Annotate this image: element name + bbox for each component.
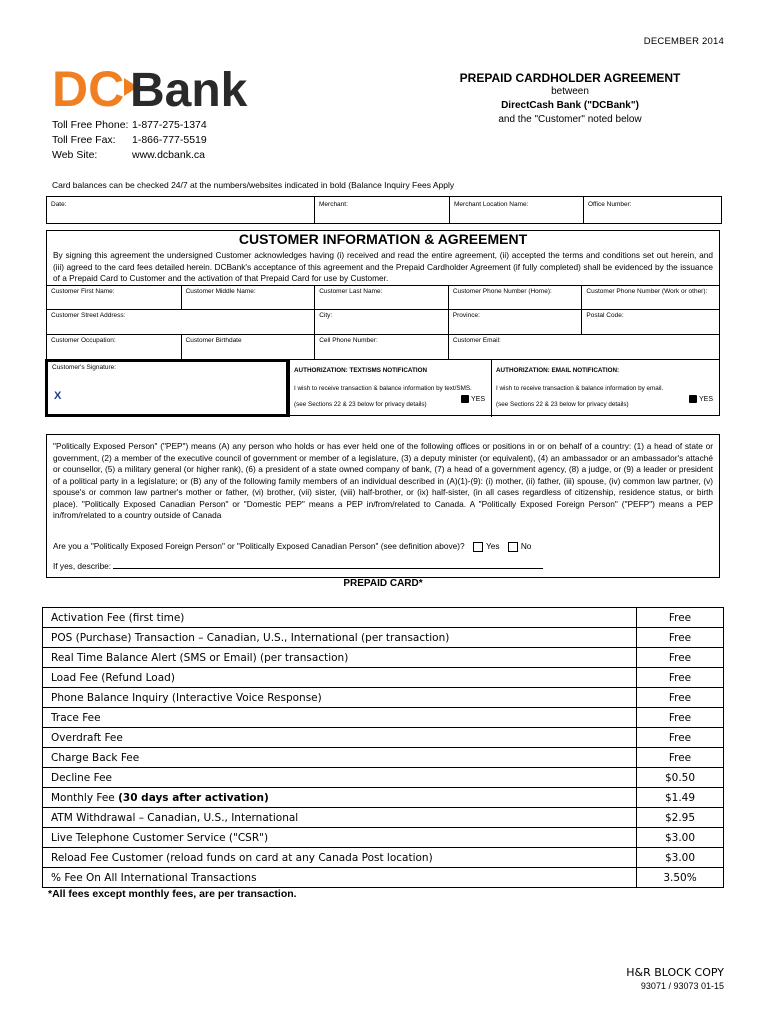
postal-code-field[interactable]: Postal Code: bbox=[586, 312, 624, 319]
fee-value: $0.50 bbox=[637, 768, 724, 788]
prepaid-card-title: PREPAID CARD* bbox=[343, 578, 423, 589]
checkbox-icon bbox=[689, 395, 697, 403]
copy-label: H&R BLOCK COPY bbox=[626, 966, 724, 979]
occupation-field[interactable]: Customer Occupation: bbox=[47, 335, 182, 360]
pep-no-label: No bbox=[520, 541, 532, 551]
name-row bbox=[47, 285, 719, 310]
fee-value: 3.50% bbox=[637, 868, 724, 888]
office-number-field[interactable]: Office Number: bbox=[588, 201, 632, 208]
fee-name: ATM Withdrawal – Canadian, U.S., International bbox=[43, 808, 637, 828]
fees-note: *All fees except monthly fees, are per transaction. bbox=[48, 888, 297, 900]
fee-name: Overdraft Fee bbox=[43, 728, 637, 748]
pep-yes-label: Yes bbox=[485, 541, 500, 551]
fee-value: Free bbox=[637, 608, 724, 628]
signature-label: Customer's Signature: bbox=[52, 364, 117, 371]
form-code: 93071 / 93073 01-15 bbox=[640, 981, 724, 991]
fee-row bbox=[43, 808, 724, 828]
fee-row bbox=[43, 868, 724, 888]
fee-name: Phone Balance Inquiry (Interactive Voice Response) bbox=[43, 688, 637, 708]
fee-value: $3.00 bbox=[637, 828, 724, 848]
contact-info bbox=[52, 118, 207, 163]
customer-info-title: CUSTOMER INFORMATION & AGREEMENT bbox=[238, 231, 528, 247]
pep-no-checkbox[interactable] bbox=[508, 542, 518, 552]
customer-info-body: By signing this agreement the undersigned Customer acknowledges having (i) received and read the entire agreement, (ii) accepted the terms and conditions set out herein, and (iii) agreed to the card fees detailed herein. DCBank's acceptance of this agreement and the Prepaid Cardholder Agreement (if fully completed) shall be evidenced by the issuance of a Prepaid Card to Customer and the activation of that Prepaid Card for use by Customer. bbox=[53, 250, 713, 283]
fax-label: Toll Free Fax: bbox=[52, 134, 116, 146]
checkbox-icon bbox=[461, 395, 469, 403]
fee-name: Trace Fee bbox=[43, 708, 637, 728]
first-name-field[interactable]: Customer First Name: bbox=[47, 286, 182, 310]
fee-name: Reload Fee Customer (reload funds on card at any Canada Post location) bbox=[43, 848, 637, 868]
fee-row bbox=[43, 728, 724, 748]
pep-question: Are you a "Politically Exposed Foreign Person" or "Politically Exposed Canadian Person" (see definition above)? bbox=[53, 541, 465, 551]
sms-line1: I wish to receive transaction & balance information by text/SMS. bbox=[294, 385, 472, 392]
fee-value: Free bbox=[637, 708, 724, 728]
fee-row bbox=[43, 788, 724, 808]
agreement-title: PREPAID CARDHOLDER AGREEMENT bbox=[459, 71, 681, 85]
logo-dc: DC bbox=[52, 61, 125, 117]
sms-yes-checkbox[interactable] bbox=[461, 395, 485, 403]
fee-value: Free bbox=[637, 688, 724, 708]
email-heading: AUTHORIZATION: EMAIL NOTIFICATION: bbox=[496, 367, 620, 374]
fee-value: Free bbox=[637, 728, 724, 748]
fee-name: % Fee On All International Transactions bbox=[43, 868, 637, 888]
fee-value: Free bbox=[637, 648, 724, 668]
dcbank-logo bbox=[52, 61, 248, 117]
fee-row bbox=[43, 668, 724, 688]
fee-value: $3.00 bbox=[637, 848, 724, 868]
merchant-location-field[interactable]: Merchant Location Name: bbox=[450, 197, 584, 223]
address-row bbox=[47, 309, 719, 335]
city-field[interactable]: City: bbox=[315, 310, 449, 335]
fee-row bbox=[43, 848, 724, 868]
occupation-row bbox=[47, 334, 719, 360]
between-text: between bbox=[551, 86, 589, 97]
fee-row bbox=[43, 608, 724, 628]
fee-row bbox=[43, 708, 724, 728]
sms-yes-label: YES bbox=[470, 395, 485, 403]
party-text: DirectCash Bank ("DCBank") bbox=[501, 100, 639, 111]
sms-authorization bbox=[289, 359, 492, 417]
pep-question-row bbox=[53, 541, 531, 552]
middle-name-field[interactable]: Customer Middle Name: bbox=[182, 286, 316, 310]
email-yes-checkbox[interactable] bbox=[689, 395, 713, 403]
fee-name: Charge Back Fee bbox=[43, 748, 637, 768]
email-yes-label: YES bbox=[698, 395, 713, 403]
fee-value: Free bbox=[637, 668, 724, 688]
fee-value: $2.95 bbox=[637, 808, 724, 828]
province-field[interactable]: Province: bbox=[449, 310, 583, 335]
street-address-field[interactable]: Customer Street Address: bbox=[47, 310, 315, 335]
pep-describe-row bbox=[53, 561, 543, 571]
web-value: www.dcbank.ca bbox=[132, 149, 205, 161]
fee-name: POS (Purchase) Transaction – Canadian, U.S., International (per transaction) bbox=[43, 628, 637, 648]
fee-name: Monthly Fee (30 days after activation) bbox=[43, 788, 637, 808]
fee-row bbox=[43, 768, 724, 788]
email-line2: (see Sections 22 & 23 below for privacy details) bbox=[496, 401, 629, 408]
fee-name: Live Telephone Customer Service ("CSR") bbox=[43, 828, 637, 848]
cell-phone-field[interactable]: Cell Phone Number: bbox=[315, 335, 449, 360]
fee-table bbox=[42, 607, 724, 888]
signature-field[interactable] bbox=[45, 359, 289, 417]
balance-note: Card balances can be checked 24/7 at the numbers/websites indicated in bold (Balance Inquiry Fees Apply bbox=[52, 180, 455, 190]
customer-line: and the "Customer" noted below bbox=[498, 114, 642, 125]
email-authorization bbox=[492, 359, 719, 417]
fee-name: Real Time Balance Alert (SMS or Email) (per transaction) bbox=[43, 648, 637, 668]
fee-value: Free bbox=[637, 748, 724, 768]
fee-row bbox=[43, 648, 724, 668]
work-phone-field[interactable]: Customer Phone Number (Work or other): bbox=[586, 288, 708, 295]
sms-heading: AUTHORIZATION: TEXT/SMS NOTIFICATION bbox=[294, 367, 428, 374]
pep-describe-field[interactable] bbox=[113, 568, 543, 569]
phone-value: 1-877-275-1374 bbox=[132, 119, 207, 131]
last-name-field[interactable]: Customer Last Name: bbox=[315, 286, 449, 310]
fee-value: Free bbox=[637, 628, 724, 648]
fee-row bbox=[43, 828, 724, 848]
fee-row bbox=[43, 628, 724, 648]
birthdate-field[interactable]: Customer Birthdate bbox=[182, 335, 316, 360]
home-phone-field[interactable]: Customer Phone Number (Home): bbox=[449, 286, 583, 310]
pep-definition: "Politically Exposed Person" ("PEP") means (A) any person who holds or has ever held one of the following offices or positions in or on behalf of a country: (1) a head of state or government, (2) a member of the executive council of government or member of a legislature, (3) a deputy minister (or equivalent), (4) an ambassador or an ambassador's attaché or counsellor, (5) a military general (or higher rank), (6) a president of a state owned company of bank, (7) a head of a government agency, (8) a judge, or (9) a leader or president of a political party in a legislature; or (B) any of the following family members of an individual described in (A)(1)-(9): (i) mother, (ii) father, (iii) spouse, (iv) common law partner, (v) spouse's or common law partner's mother or father, (vi) brother, (vii) sister, (viii) half-brother, or (ix) half-sister, (in all cases regardless of citizenship, residence status, or birth place). "Politically Exposed Canadian Person" or "Domestic PEP" means a PEP in/from/related to Canada. A "Politically Exposed Foreign Person" ("PEFP") means a PEP in/from/related to a country outside of Canada bbox=[53, 441, 713, 520]
document-date: DECEMBER 2014 bbox=[643, 36, 724, 47]
merchant-field[interactable]: Merchant: bbox=[315, 197, 450, 223]
date-field[interactable]: Date: bbox=[47, 197, 315, 223]
email-line1: I wish to receive transaction & balance information by email. bbox=[496, 385, 664, 392]
phone-label: Toll Free Phone: bbox=[52, 119, 129, 131]
fee-row bbox=[43, 748, 724, 768]
fee-name: Decline Fee bbox=[43, 768, 637, 788]
merchant-table bbox=[46, 196, 722, 224]
fee-row bbox=[43, 688, 724, 708]
logo-bank: Bank bbox=[130, 64, 248, 117]
fee-value: $1.49 bbox=[637, 788, 724, 808]
fax-value: 1-866-777-5519 bbox=[132, 134, 207, 146]
pep-describe-label: If yes, describe: bbox=[53, 561, 112, 571]
fee-name: Activation Fee (first time) bbox=[43, 608, 637, 628]
pep-section bbox=[46, 434, 720, 578]
signature-mark: X bbox=[54, 390, 62, 402]
email-field[interactable]: Customer Email: bbox=[452, 337, 501, 344]
customer-info-section bbox=[46, 230, 720, 416]
web-label: Web Site: bbox=[52, 149, 98, 161]
pep-yes-checkbox[interactable] bbox=[473, 542, 483, 552]
fee-name: Load Fee (Refund Load) bbox=[43, 668, 637, 688]
agreement-header bbox=[420, 71, 720, 127]
sms-line2: (see Sections 22 & 23 below for privacy details) bbox=[294, 401, 427, 408]
